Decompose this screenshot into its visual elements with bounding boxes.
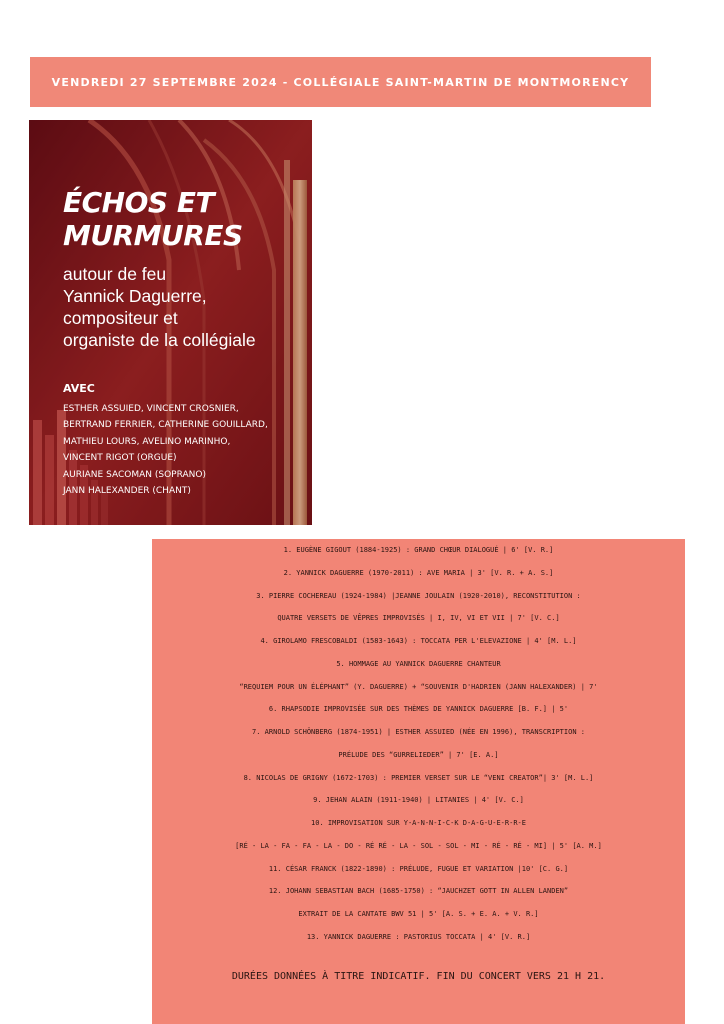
program-line: 6. RHAPSODIE IMPROVISÉE SUR DES THÈMES DE YANNICK DAGUERRE [B. F.] | 5' — [268, 705, 569, 714]
subtitle-line: compositeur et — [63, 308, 178, 328]
performer-line: BERTRAND FERRIER, CATHERINE GOUILLARD, — [63, 420, 268, 431]
performer-line: VINCENT RIGOT (ORGUE) — [63, 453, 177, 464]
program-note: DURÉES DONNÉES À TITRE INDICATIF. FIN DU CONCERT VERS 21 H 21. — [231, 970, 606, 982]
poster-subtitle — [63, 263, 303, 351]
performer-line: ESTHER ASSUIED, VINCENT CROSNIER, — [63, 404, 239, 414]
poster-title-line1: ÉCHOS ET — [63, 186, 215, 219]
subtitle-line: Yannick Daguerre, — [63, 286, 207, 306]
program-line: “REQUIEM POUR UN ÉLÉPHANT” (Y. DAGUERRE) + “SOUVENIR D'HADRIEN (JANN HALEXANDER) | 7' — [239, 682, 598, 691]
performer-line: AURIANE SACOMAN (SOPRANO) — [63, 469, 206, 480]
program-panel — [152, 539, 685, 1024]
subtitle-line: organiste de la collégiale — [63, 330, 256, 350]
concert-poster — [29, 120, 312, 525]
program-line: 9. JEHAN ALAIN (1911-1940) | LITANIES | 4' [V. C.] — [313, 796, 524, 805]
performer-line: MATHIEU LOURS, AVELINO MARINHO, — [63, 436, 231, 447]
performers-list — [63, 401, 308, 499]
program-line: 8. NICOLAS DE GRIGNY (1672-1703) : PREMIER VERSET SUR LE “VENI CREATOR”| 3' [M. L.] — [243, 773, 594, 782]
program-line: EXTRAIT DE LA CANTATE BWV 51 | 5' [A. S. + E. A. + V. R.] — [298, 910, 539, 918]
program-line: QUATRE VERSETS DE VÊPRES IMPROVISÉS | I, IV, VI ET VII | 7' [V. C.] — [277, 614, 560, 623]
program-line: 3. PIERRE COCHEREAU (1924-1984) |JEANNE JOULAIN (1920-2010), RECONSTITUTION : — [256, 591, 581, 600]
program-line: 1. EUGÈNE GIGOUT (1884-1925) : GRAND CHŒUR DIALOGUÉ | 6' [V. R.] — [283, 546, 554, 554]
program-line: PRÉLUDE DES “GURRELIEDER” | 7' [E. A.] — [338, 750, 499, 759]
program-line: 2. YANNICK DAGUERRE (1970-2011) : AVE MARIA | 3' [V. R. + A. S.] — [283, 568, 554, 577]
avec-label: AVEC — [63, 382, 95, 395]
program-list — [152, 539, 685, 949]
subtitle-line: autour de feu — [63, 264, 167, 284]
program-line: 10. IMPROVISATION SUR Y-A-N-N-I-C-K D-A-G-U-E-R-R-E — [311, 819, 526, 827]
event-banner — [30, 57, 651, 107]
program-line: 4. GIROLAMO FRESCOBALDI (1583-1643) : TOCCATA PER L'ELEVAZIONE | 4' [M. L.] — [260, 637, 577, 645]
poster-title-line2: MURMURES — [63, 219, 243, 252]
event-date-venue: VENDREDI 27 SEPTEMBRE 2024 - COLLÉGIALE SAINT-MARTIN DE MONTMORENCY — [51, 75, 630, 89]
program-line: 11. CÉSAR FRANCK (1822-1890) : PRÉLUDE, FUGUE ET VARIATION |10' [C. G.] — [268, 864, 569, 873]
program-line: 13. YANNICK DAGUERRE : PASTORIUS TOCCATA | 4' [V. R.] — [306, 932, 531, 941]
program-line: 5. HOMMAGE AU YANNICK DAGUERRE CHANTEUR — [336, 659, 501, 668]
program-line: [RÉ - LA - FA - FA - LA - DO - RÉ RÉ - LA - SOL - SOL - MI - RÉ - RÉ - MI] | 5' [A. M.] — [235, 841, 602, 850]
poster-title — [63, 186, 243, 252]
program-line: 12. JOHANN SEBASTIAN BACH (1685-1750) : “JAUCHZET GOTT IN ALLEN LANDEN” — [268, 887, 569, 896]
performer-line: JANN HALEXANDER (CHANT) — [63, 486, 191, 497]
program-line: 7. ARNOLD SCHÖNBERG (1874-1951) | ESTHER ASSUIED (NÉE EN 1996), TRANSCRIPTION : — [252, 728, 585, 736]
